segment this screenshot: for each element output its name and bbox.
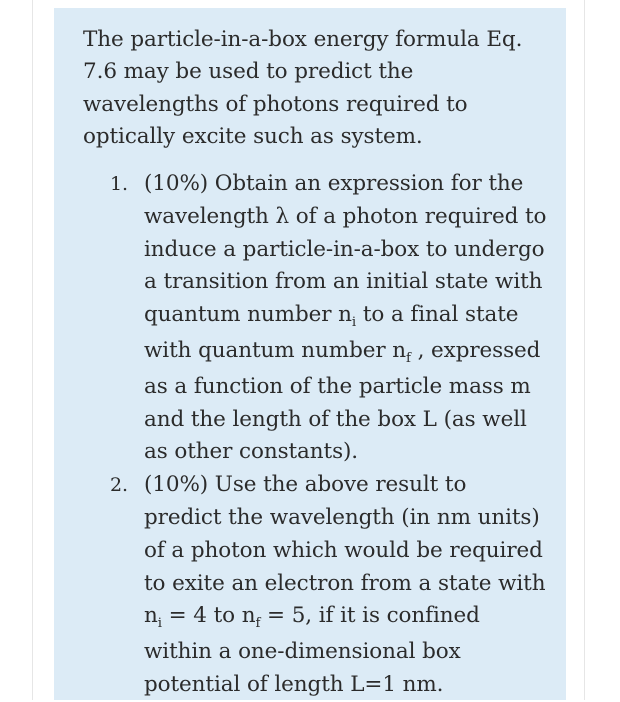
subscript-i: i (157, 616, 162, 632)
problem-text: , expressed as a function of the particle mass m and the length of the box L (as well as other constants). (144, 337, 541, 465)
left-margin-panel (0, 0, 33, 700)
intro-paragraph: The particle-in-a-box energy formula Eq. 7.6 may be used to predict the wavelengths of photons required to optically excite such as system. (83, 27, 523, 149)
problem-text: = 4 to n (161, 603, 256, 629)
subscript-i: i (351, 314, 357, 330)
problem-text: (10%) Use the above result to predict the wavelength (in nm units) of a photon which would be required to exite an electron from a state with n (144, 472, 546, 629)
subscript-f: f (406, 350, 411, 366)
subscript-f: f (255, 616, 261, 632)
problem-text: = 5, if it is confined within a one-dimensional box potential of length L=1 nm. (144, 603, 480, 697)
problem-item-1 (110, 168, 550, 469)
right-margin-panel (584, 0, 620, 700)
problem-text: (10%) Obtain an expression for the wavelength λ of a photon required to induce a particle-in-a-box to undergo a transition from an initial state with quantum number n (144, 171, 547, 328)
problem-text: to a final state with quantum number n (144, 302, 519, 363)
problem-list (110, 168, 550, 702)
problem-number: 1. (110, 173, 128, 195)
problem-number: 2. (110, 474, 128, 497)
problem-item-2 (110, 469, 550, 702)
